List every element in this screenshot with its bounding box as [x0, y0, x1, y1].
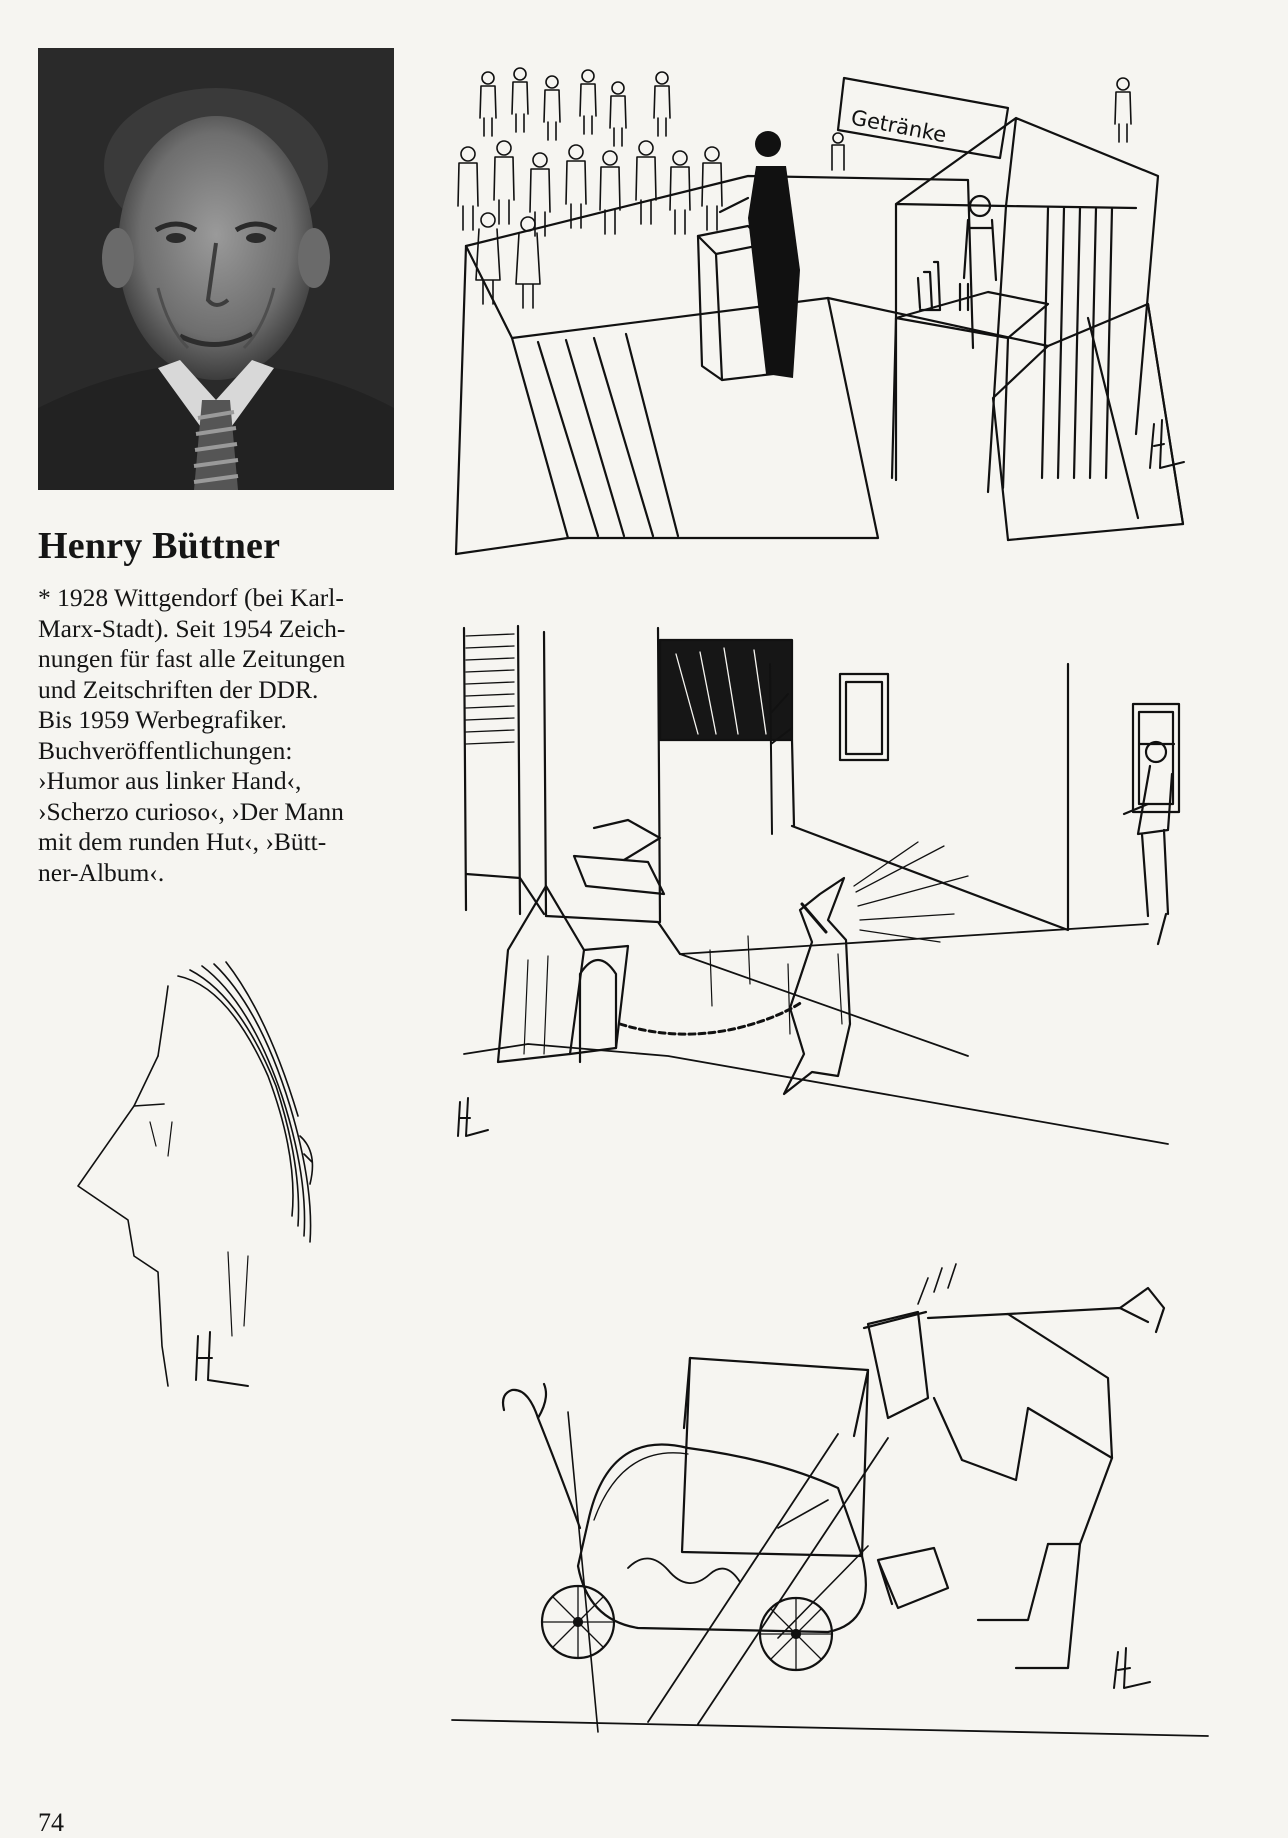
- bio-line: nungen für fast alle Zeitungen: [38, 644, 346, 673]
- profile-sketch-self-portrait: [68, 956, 408, 1406]
- bio-line: und Zeitschriften der DDR.: [38, 674, 319, 704]
- bio-line: mit dem runden Hut‹, ›Bütt-: [38, 827, 327, 856]
- bio-line: ›Scherzo curioso‹, ›Der Mann: [38, 796, 344, 826]
- bio-line: ›Humor aus linker Hand‹,: [38, 766, 302, 795]
- author-biography: [38, 583, 408, 888]
- cartoon-speaker-platform: [448, 48, 1228, 568]
- cartoon-watchdog-burglar: [448, 624, 1228, 1184]
- page-number: 74: [38, 1808, 64, 1837]
- cartoon-man-and-pram: [448, 1248, 1228, 1748]
- bio-line: Marx-Stadt). Seit 1954 Zeich-: [38, 613, 346, 643]
- bio-line: ner-Album‹.: [38, 857, 165, 887]
- bio-line: Bis 1959 Werbegrafiker.: [38, 705, 287, 734]
- drinks-stand-sign: Getränke: [849, 105, 949, 148]
- author-portrait-photo: [38, 48, 394, 490]
- bio-line: Buchveröffentlichungen:: [38, 735, 293, 765]
- bio-line: * 1928 Wittgendorf (bei Karl-: [38, 583, 344, 612]
- author-name: Henry Büttner: [38, 525, 281, 567]
